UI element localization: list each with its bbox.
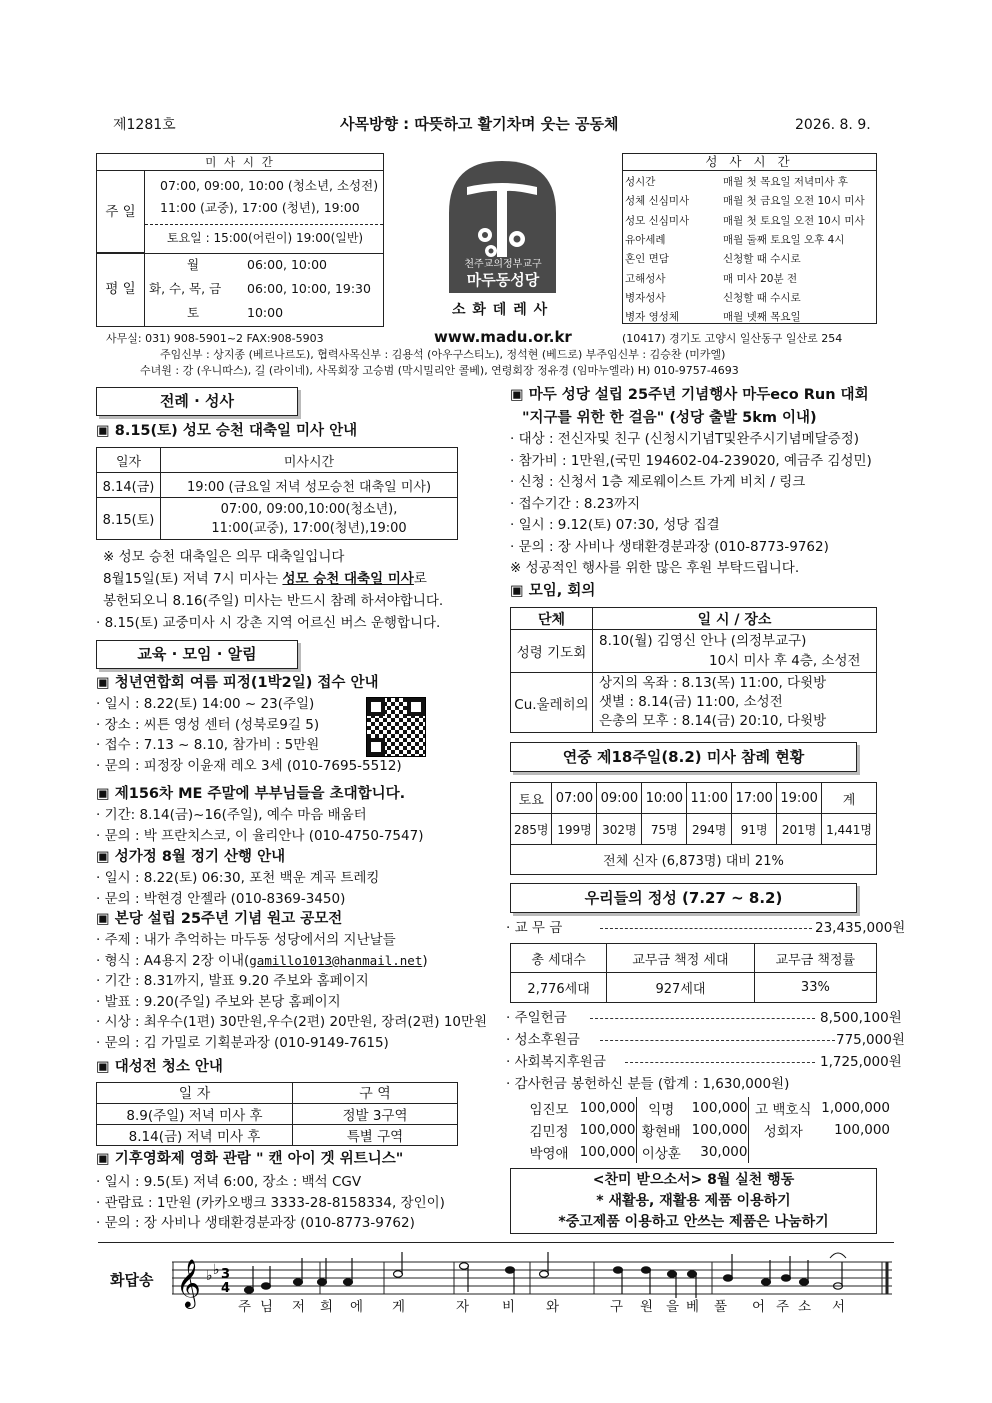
movie-title: ▣ 기후영화제 영화 관람 " 캔 아이 겟 위트니스"	[96, 1151, 404, 1167]
cell-line: 11:00(교중), 17:00(청년),19:00	[211, 520, 407, 536]
donor-name: 익명	[648, 1102, 675, 1118]
lyric-syllable: 주	[238, 1299, 252, 1315]
table-row	[511, 783, 877, 814]
table-row	[623, 191, 876, 210]
donor-name: 이상훈	[641, 1146, 681, 1162]
meeting-detail: 샛별 : 8.14(금) 11:00, 소성전	[599, 694, 783, 710]
weekday-label: 평 일	[97, 253, 145, 326]
divider	[98, 1242, 894, 1243]
list-item: · 대상 : 전신자및 친구 (신청시기념T및완주시기념메달증정)	[510, 431, 860, 447]
me-list	[96, 805, 423, 846]
qr-code-icon[interactable]	[366, 697, 426, 757]
laudato-line: <찬미 받으소서> 8월 실천 행동	[592, 1172, 795, 1188]
list-item: ※ 성공적인 행사를 위한 많은 후원 부탁드립니다.	[510, 560, 800, 576]
table-row	[97, 448, 458, 473]
table-row	[97, 1104, 458, 1125]
lyric-syllable: 자	[456, 1299, 470, 1315]
thanks-table	[524, 1097, 890, 1163]
sacrament-name: 성체 신심미사	[625, 195, 690, 208]
lyric-syllable: 서	[832, 1299, 846, 1315]
col-header: 토요	[511, 783, 552, 814]
col-header: 계	[822, 783, 877, 814]
assumption-note-2	[103, 569, 427, 590]
meetings-table	[510, 607, 877, 733]
cleaning-title: ▣ 대성전 청소 안내	[96, 1059, 223, 1075]
pastoral-motto: 사목방향 : 따뜻하고 활기차며 웃는 공동체	[340, 115, 619, 133]
sacrament-time: 매월 첫 목요일 저녁미사 후	[723, 176, 848, 189]
sacrament-title: 성 사 시 간	[623, 154, 876, 171]
table-row	[511, 944, 877, 973]
svg-text:4: 4	[221, 1281, 231, 1296]
table-row	[623, 268, 876, 287]
table-cell: 33%	[754, 973, 876, 1003]
table-row	[623, 288, 876, 307]
hiking-title: ▣ 성가정 8월 정기 산행 안내	[96, 849, 286, 865]
eco-run-list	[510, 429, 872, 580]
col-header: 19:00	[777, 783, 822, 814]
sunday-times-2: 11:00 (교중), 17:00 (청년), 19:00	[160, 200, 360, 215]
table-cell: 302명	[597, 814, 642, 845]
donor-amount: 30,000	[686, 1141, 748, 1163]
list-item: · 문의 : 장 사비나 생태환경분과장 (010-8773-9762)	[510, 538, 829, 555]
table-row	[623, 211, 876, 230]
table-row	[511, 973, 877, 1003]
welfare-label: · 사회복지후원금	[506, 1054, 606, 1070]
lyric-syllable: 와	[546, 1299, 560, 1315]
table-row	[97, 498, 458, 540]
col-header: 단체	[511, 608, 593, 630]
wd-monday-times: 06:00, 10:00	[247, 257, 327, 272]
list-item: · 일시 : 8.22(토) 06:30, 포천 백운 계곡 트레킹	[96, 870, 380, 886]
table-row	[511, 608, 877, 630]
cell-line: 07:00, 09:00,10:00(청소년),	[220, 501, 398, 517]
mass-times-box	[96, 153, 384, 327]
table-row	[511, 845, 877, 875]
lyric-syllable: 님	[260, 1299, 274, 1315]
list-item: · 문의 : 장 사비나 생태환경분과장 (010-8773-9762)	[96, 1215, 415, 1231]
logo-diocese: 천주교의정부교구	[464, 259, 542, 270]
meeting-detail: 10시 미사 후 4층, 소성전	[709, 653, 861, 669]
clergy-line: 주임신부 : 상지종 (베르나르도), 협력사목신부 : 김용석 (아우구스티노), 정석현 (베드로) 부주임신부 : 김승찬 (미카엘)	[160, 348, 726, 361]
list-item: · 주제 : 내가 추억하는 마두동 성당에서의 지난날들	[96, 932, 396, 948]
leader-line	[600, 928, 812, 929]
leader-line	[625, 1062, 815, 1063]
section-liturgy: 전례 · 성사	[96, 387, 298, 416]
list-item: · 시상 : 최우수(1편) 30만원,우수(2편) 20만원, 장려(2편) 10만원	[96, 1014, 488, 1030]
svg-text:3: 3	[221, 1267, 231, 1282]
due-table	[510, 943, 877, 1003]
list-item: · 일시 : 9.12(토) 07:30, 성당 집결	[510, 517, 720, 533]
col-header: 09:00	[597, 783, 642, 814]
section-education: 교육 · 모임 · 알림	[96, 640, 298, 669]
list-item: · 참가비 : 1만원,(국민 194602-04-239020, 예금주 김성민)	[510, 452, 872, 469]
table-row	[623, 172, 876, 191]
office-phone: 사무실: 031) 908-5901~2 FAX:908-5903	[106, 332, 324, 345]
col-header: 07:00	[552, 783, 597, 814]
table-row	[511, 630, 877, 673]
staff-line: 수녀원 : 강 (우니따스), 길 (라이네), 사목회장 고승범 (막시밀리안 콜베), 연령회장 정유경 (임마누엘라) H) 010-9757-4693	[140, 364, 739, 377]
laudato-line: *중고제품 이용하고 안쓰는 제품은 나눔하기	[558, 1214, 829, 1230]
wd-monday: 월	[187, 257, 200, 272]
sacrament-time: 신청할 때 수시로	[723, 291, 801, 304]
welfare-amount: 1,725,000원	[820, 1054, 902, 1070]
divider	[145, 224, 383, 225]
wd-tue-fri-times: 06:00, 10:00, 19:30	[247, 281, 371, 296]
list-item: · 기간 : 8.31까지, 발표 9.20 주보와 홈페이지	[96, 973, 369, 989]
meeting-detail: 상지의 옥좌 : 8.13(목) 11:00, 다윗방	[599, 675, 827, 691]
col-header: 교무금 책정 세대	[607, 944, 755, 973]
due-label: · 교 무 금	[506, 920, 563, 936]
issue-date: 2026. 8. 9.	[795, 117, 871, 133]
table-row	[97, 473, 458, 498]
table-cell: 8.14(금) 저녁 미사 후	[97, 1125, 293, 1146]
sacrament-name: 병자 영성체	[625, 311, 680, 324]
col-header: 일자	[97, 448, 161, 473]
sacrament-name: 성시간	[625, 176, 656, 189]
list-item: · 문의 : 김 가밀로 기획분과장 (010-9149-7615)	[96, 1034, 389, 1051]
table-cell: 2,776세대	[511, 973, 607, 1003]
offering-title: 우리들의 정성 (7.27 ~ 8.2)	[510, 883, 857, 913]
table-cell: 294명	[687, 814, 732, 845]
logo-parish: 마두동성당	[466, 271, 540, 289]
lyric-syllable: 어	[752, 1299, 766, 1315]
group-name: Cu.울레히의	[511, 673, 593, 733]
donor-amount: 100,000	[574, 1119, 636, 1141]
note-text: 로	[413, 571, 427, 587]
laudato-line: * 새활용, 재활용 제품 이용하기	[596, 1193, 791, 1209]
sacrament-name: 성모 신심미사	[625, 214, 690, 227]
leader-line	[590, 1018, 815, 1019]
list-item: · 접수 : 7.13 ~ 8.10, 참가비 : 5만원	[96, 737, 320, 753]
lyric-syllable: 을	[666, 1299, 680, 1315]
attendance-table	[510, 782, 877, 875]
sacrament-name: 병자성사	[625, 291, 666, 304]
lyric-syllable: 에	[350, 1299, 364, 1315]
list-item: · 일시 : 9.5(토) 저녁 6:00, 장소 : 백석 CGV	[96, 1174, 362, 1190]
list-item: · 문의 : 박현경 안젤라 (010-8369-3450)	[96, 890, 346, 907]
sunday-label: 주 일	[97, 171, 145, 253]
lyric-syllable: 게	[392, 1299, 406, 1315]
table-row	[524, 1141, 890, 1163]
donor-amount: 100,000	[574, 1141, 636, 1163]
issue-number: 제1281호	[113, 117, 176, 133]
essay-list	[96, 930, 487, 1053]
hiking-list	[96, 868, 379, 909]
col-header: 총 세대수	[511, 944, 607, 973]
sunday-offering-label: · 주일헌금	[506, 1010, 567, 1026]
youth-retreat-title: ▣ 청년연합회 여름 피정(1박2일) 접수 안내	[96, 675, 379, 691]
list-item: · 관람료 : 1만원 (카카오뱅크 3333-28-8158334, 장인이)	[96, 1194, 445, 1211]
table-cell: 285명	[511, 814, 552, 845]
sacrament-name: 혼인 면담	[625, 253, 669, 266]
table-cell: 199명	[552, 814, 597, 845]
svg-text:♭: ♭	[206, 1268, 213, 1284]
donor-amount: 100,000	[834, 1122, 890, 1138]
empty-cell	[748, 1141, 818, 1163]
col-header: 일 자	[97, 1083, 293, 1104]
table-cell: 1,441명	[822, 814, 877, 845]
cleaning-table	[96, 1082, 458, 1146]
list-item: · 신청 : 신청서 1층 제로웨이스트 가게 비치 / 링크	[510, 474, 806, 490]
leader-line	[600, 1040, 835, 1041]
meeting-detail: 8.10(월) 김영신 안나 (의정부교구)	[599, 633, 807, 649]
donor-name: 성회자	[763, 1124, 803, 1140]
address: (10417) 경기도 고양시 일산동구 일산로 254	[622, 332, 843, 345]
group-name: 성령 기도회	[511, 630, 593, 673]
eco-run-title: ▣ 마두 성당 설립 25주년 기념행사 마두eco Run 대회	[510, 387, 869, 403]
table-row	[623, 307, 876, 326]
youth-retreat-list	[96, 694, 402, 776]
sunday-times-1: 07:00, 09:00, 10:00 (청소년, 소성전)	[160, 178, 379, 193]
list-item: · 발표 : 9.20(주일) 주보와 본당 홈페이지	[96, 993, 341, 1010]
donor-amount: 100,000	[686, 1097, 748, 1119]
thanks-title: · 감사헌금 봉헌하신 분들 (합계 : 1,630,000원)	[506, 1076, 790, 1092]
table-cell: 8.9(주일) 저녁 미사 후	[97, 1104, 293, 1125]
saturday-times: 토요일 : 15:00(어린이) 19:00(일반)	[167, 231, 364, 245]
col-header: 10:00	[642, 783, 687, 814]
sacrament-name: 고해성사	[625, 272, 666, 285]
list-item: · 장소 : 씨튼 영성 센터 (성북로9길 5)	[96, 716, 320, 733]
website-link[interactable]: www.madu.or.kr	[434, 328, 572, 346]
essay-contest-title: ▣ 본당 설립 25주년 기념 원고 공모전	[96, 911, 343, 927]
attendance-total: 전체 신자 (6,873명) 대비 21%	[511, 845, 877, 875]
meetings-title: ▣ 모임, 회의	[510, 583, 596, 599]
sacrament-table	[623, 172, 876, 326]
list-item: · 기간: 8.14(금)~16(주일), 예수 마음 배움터	[96, 807, 367, 823]
me-title: ▣ 제156차 ME 주말에 부부님들을 초대합니다.	[96, 786, 406, 802]
sunday-offering-amount: 8,500,100원	[820, 1010, 902, 1026]
table-row	[97, 1125, 458, 1146]
donor-name: 고 백호식	[755, 1102, 812, 1118]
donor-amount: 100,000	[574, 1097, 636, 1119]
movie-list	[96, 1172, 445, 1234]
lyric-syllable: 희	[320, 1299, 334, 1315]
table-cell: 91명	[732, 814, 777, 845]
list-item: · 접수기간 : 8.23까지	[510, 495, 641, 512]
patron-saint: 소 화 데 레 사	[452, 302, 549, 318]
table-row	[511, 814, 877, 845]
table-cell: 927세대	[607, 973, 755, 1003]
table-cell: 8.14(금)	[97, 473, 161, 498]
lyric-syllable: 주	[776, 1299, 790, 1315]
list-item: · 문의 : 피정장 이윤재 레오 3세 (010-7695-5512)	[96, 757, 402, 774]
col-header: 11:00	[687, 783, 732, 814]
lyric-syllable: 원	[640, 1299, 654, 1315]
sacrament-name: 유아세례	[625, 234, 666, 247]
assumption-note-3: 봉헌되오니 8.16(주일) 미사는 반드시 참례 하셔야합니다.	[103, 593, 444, 609]
table-cell	[161, 498, 458, 540]
lyric-syllable: 소	[798, 1299, 812, 1315]
list-item: · 일시 : 8.22(토) 14:00 ~ 23(주일)	[96, 696, 315, 712]
table-cell: 75명	[642, 814, 687, 845]
donor-name: 김민정	[529, 1124, 569, 1140]
table-row	[623, 230, 876, 249]
sacrament-time: 매월 첫 토요일 오전 10시 미사	[723, 214, 865, 227]
due-amount: 23,435,000원	[815, 920, 906, 936]
col-header: 17:00	[732, 783, 777, 814]
mass-times-title: 미 사 시 간	[97, 154, 383, 171]
lyric-syllable: 구	[610, 1299, 624, 1315]
meeting-detail: 은총의 모후 : 8.14(금) 20:10, 다윗방	[599, 713, 827, 729]
sacrament-time: 신청할 때 수시로	[723, 253, 801, 266]
vocation-label: · 성소후원금	[506, 1032, 580, 1048]
email-link[interactable]: gamillo1013@hanmail.net	[249, 952, 423, 968]
col-header: 미사시간	[161, 448, 458, 473]
wd-tue-fri: 화, 수, 목, 금	[149, 281, 222, 296]
table-cell: 8.15(토)	[97, 498, 161, 540]
empty-cell	[818, 1141, 890, 1163]
sacrament-time: 매월 둘째 토요일 오후 4시	[723, 234, 845, 247]
assumption-table	[96, 447, 458, 540]
list-item: · 문의 : 박 프란치스코, 이 율리안나 (010-4750-7547)	[96, 827, 424, 844]
psalm-label: 화답송	[110, 1271, 154, 1289]
donor-amount: 100,000	[686, 1119, 748, 1141]
note-highlight: 성모 승천 대축일 미사	[282, 571, 414, 587]
svg-text:♭: ♭	[213, 1262, 220, 1278]
psalm-lyrics	[238, 1301, 858, 1321]
vocation-amount: 775,000원	[836, 1032, 905, 1048]
donor-name: 황현배	[641, 1124, 681, 1140]
donor-name: 박영애	[529, 1146, 569, 1162]
col-header: 일 시 / 장소	[593, 608, 877, 630]
table-cell: 특별 구역	[293, 1125, 458, 1146]
item-text: · 형식 : A4용지 2장 이내(	[96, 952, 250, 969]
wd-saturday-times: 10:00	[247, 305, 284, 320]
table-cell: 정발 3구역	[293, 1104, 458, 1125]
assumption-note-4: · 8.15(토) 교중미사 시 강촌 지역 어르신 버스 운행합니다.	[96, 615, 441, 631]
table-cell: 19:00 (금요일 저녁 성모승천 대축일 미사)	[161, 473, 458, 498]
sacrament-time: 매월 넷째 목요일	[723, 311, 801, 324]
svg-text:𝄞: 𝄞	[176, 1258, 201, 1307]
laudato-si-box	[510, 1168, 877, 1234]
table-cell: 201명	[777, 814, 822, 845]
table-row	[524, 1119, 890, 1141]
eco-run-subtitle: "지구를 위한 한 걸음" (성당 출발 5km 이내)	[522, 410, 817, 426]
attendance-title: 연중 제18주일(8.2) 미사 참례 현황	[510, 742, 857, 772]
col-header: 교무금 책정률	[754, 944, 876, 973]
parish-logo	[445, 157, 560, 297]
lyric-syllable: 비	[502, 1299, 516, 1315]
lyric-syllable: 저	[292, 1299, 306, 1315]
table-row	[524, 1097, 890, 1119]
item-text: )	[422, 952, 428, 969]
note-text: 8월15일(토) 저녁 7시 미사는	[103, 571, 283, 587]
table-row	[97, 1083, 458, 1104]
lyric-syllable: 베	[686, 1299, 700, 1315]
lyric-syllable: 풀	[714, 1299, 728, 1315]
sacrament-times-box	[622, 153, 877, 324]
donor-name: 임진모	[529, 1102, 569, 1118]
list-item	[96, 951, 487, 972]
table-row	[623, 249, 876, 268]
wd-saturday: 토	[187, 305, 200, 320]
sacrament-time: 매월 첫 금요일 오전 10시 미사	[723, 195, 865, 208]
assumption-title: ▣ 8.15(토) 성모 승천 대축일 미사 안내	[96, 423, 358, 439]
assumption-note-1: ※ 성모 승천 대축일은 의무 대축일입니다	[103, 549, 345, 565]
table-row	[511, 673, 877, 733]
col-header: 구 역	[293, 1083, 458, 1104]
donor-amount: 1,000,000	[821, 1100, 890, 1116]
sacrament-time: 매 미사 20분 전	[723, 272, 798, 285]
